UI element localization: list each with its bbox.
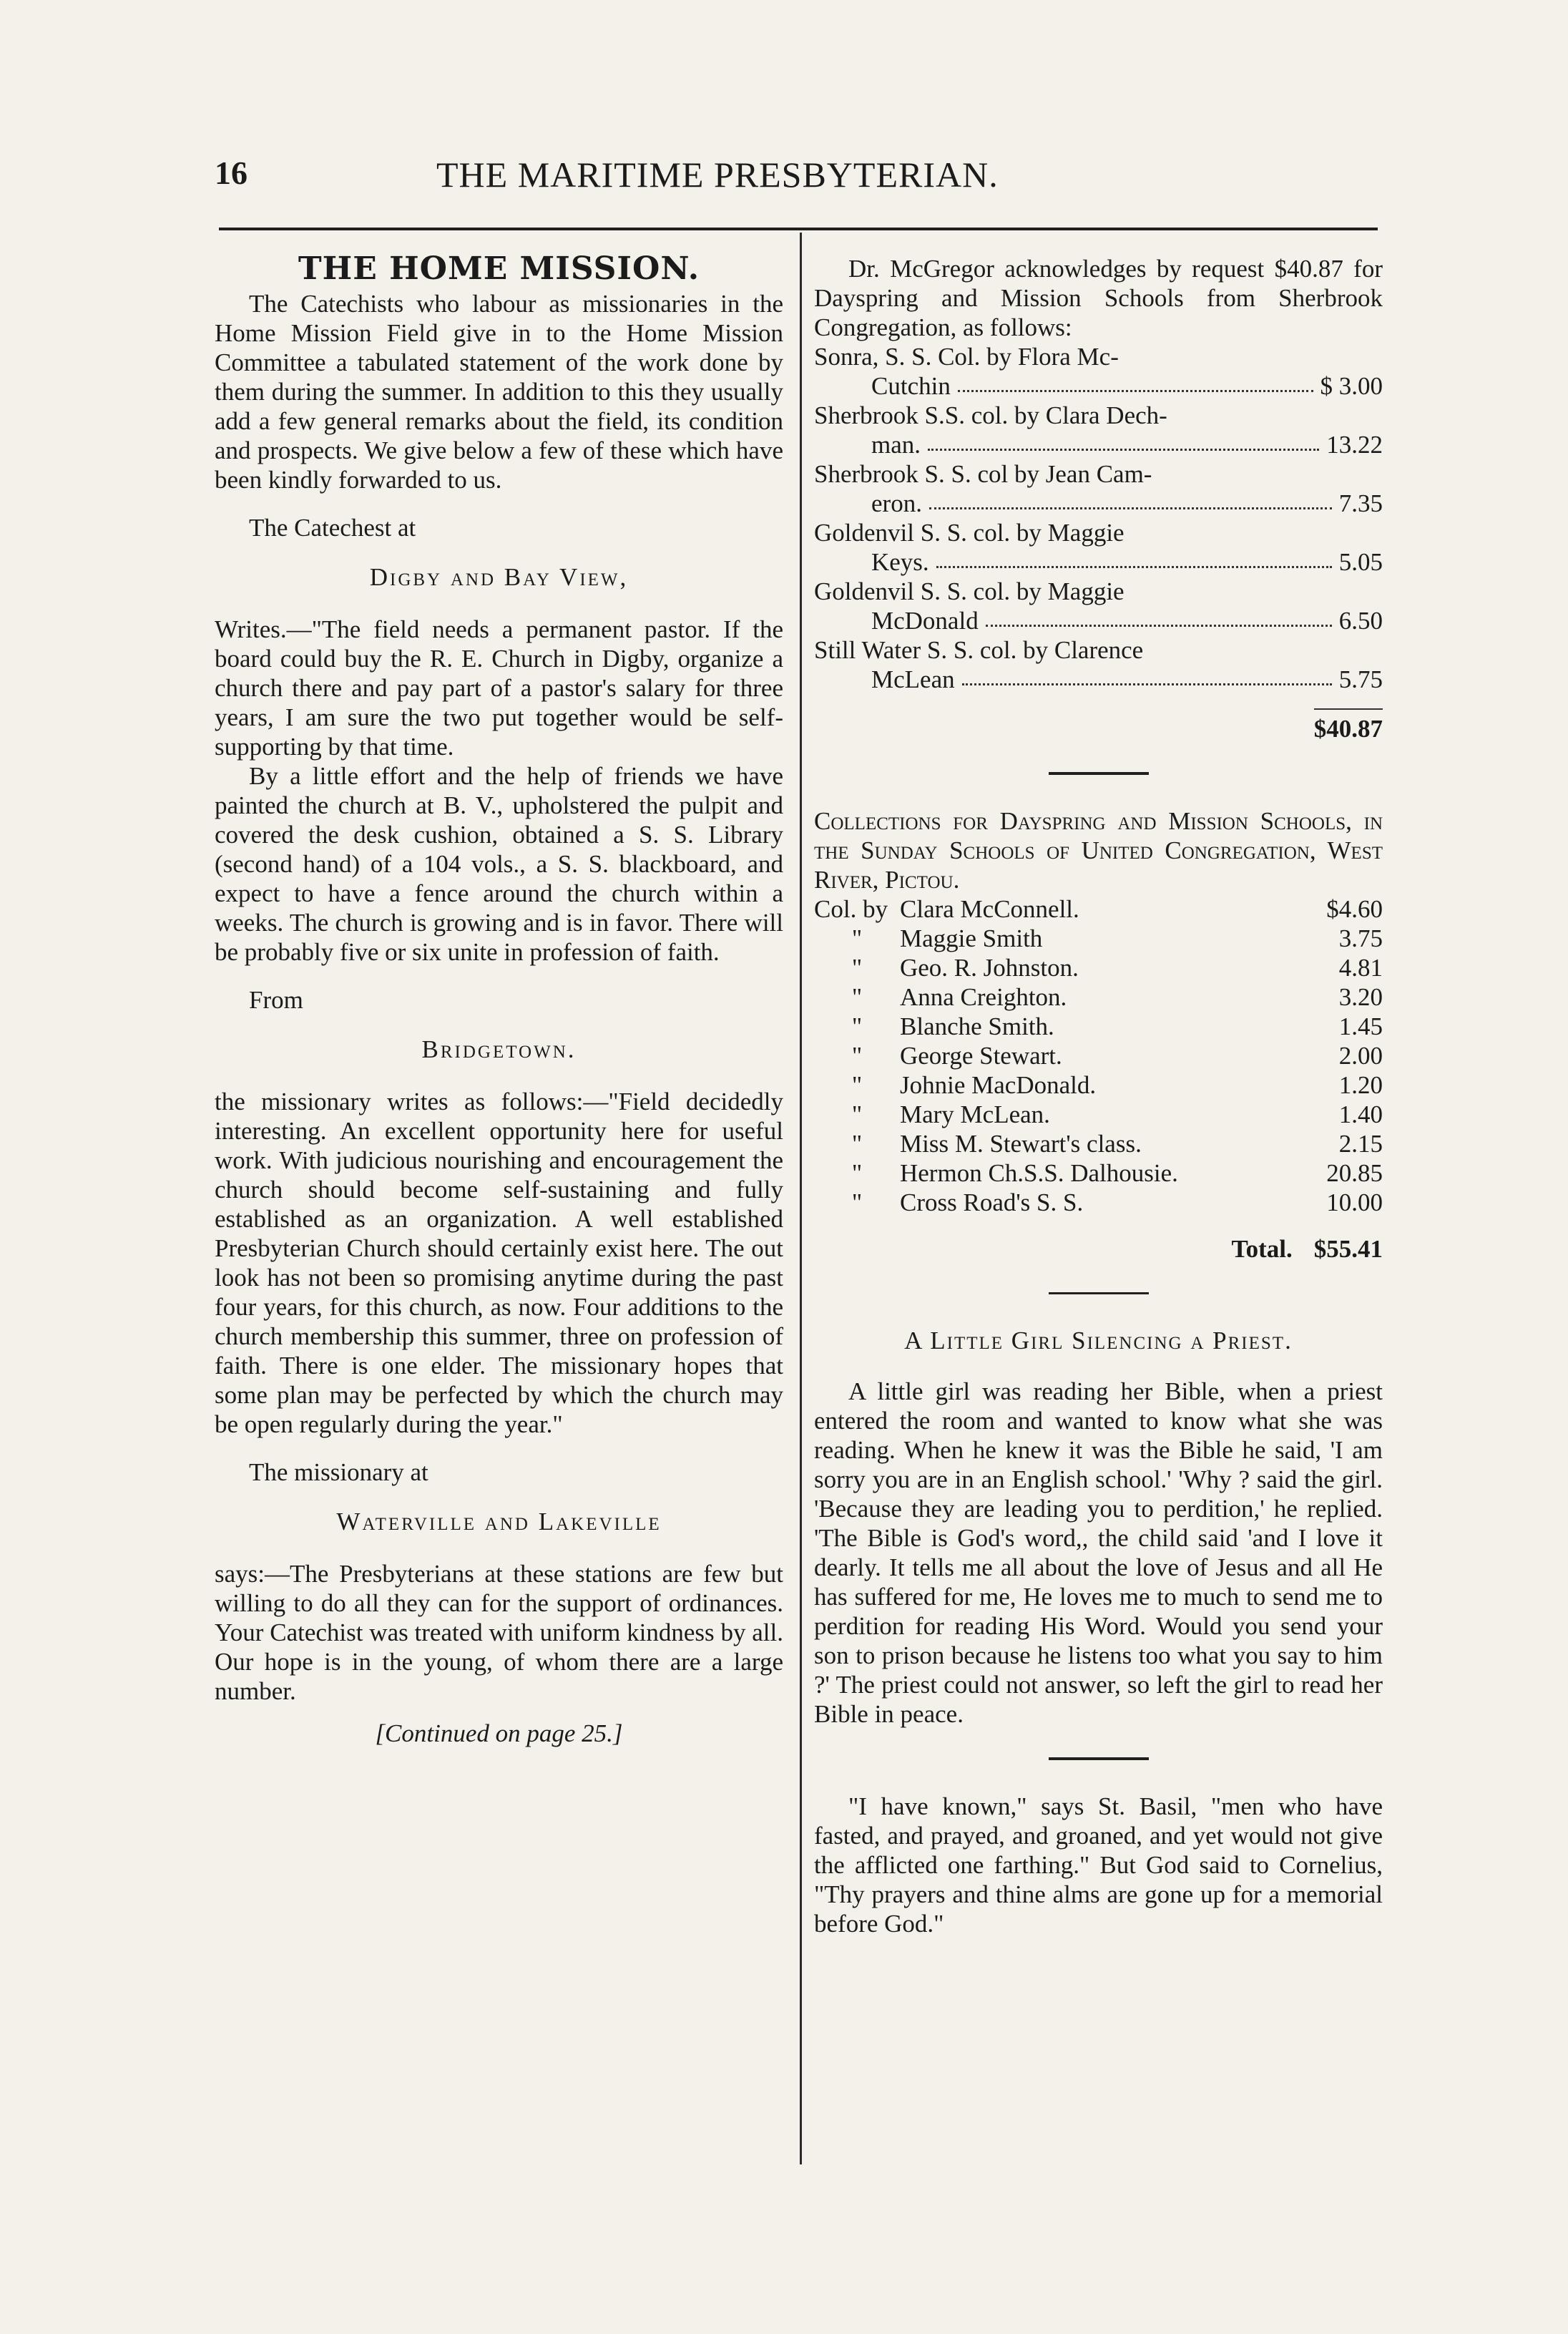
waterville-paragraph: says:—The Presbyterians at these stations are few but willing to do all they can for the support of ordinances. Your Catechist was treated with uniform kindness by all. Our hope is in the young, of whom there are a large number. bbox=[215, 1560, 783, 1705]
ack-item-line1: Sonra, S. S. Col. by Flora Mc- bbox=[814, 343, 1119, 371]
ack-item-row bbox=[814, 489, 1383, 518]
ack-item-line1: Sherbrook S.S. col. by Clara Dech- bbox=[814, 401, 1167, 429]
continued-note: [Continued on page 25.] bbox=[375, 1719, 623, 1747]
donation-amount: 3.20 bbox=[1338, 983, 1383, 1011]
donation-row bbox=[814, 1070, 1383, 1100]
donation-name: Geo. R. Johnston. bbox=[900, 954, 1079, 982]
collections-heading: Collections for Dayspring and Mission Schools, in the Sunday Schools of United Congregation, West River, Pictou. bbox=[814, 807, 1383, 894]
ack-item bbox=[814, 342, 1383, 401]
donation-prefix: " bbox=[851, 983, 863, 1011]
section-rule bbox=[1049, 1292, 1149, 1294]
acknowledgement-list bbox=[814, 342, 1383, 694]
ack-item-amount: 6.50 bbox=[1338, 607, 1383, 635]
left-column bbox=[215, 250, 783, 1748]
section-rule bbox=[1049, 1757, 1149, 1760]
ack-item-amount: $ 3.00 bbox=[1320, 372, 1383, 400]
ack-item bbox=[814, 635, 1383, 694]
ack-item-amount: 7.35 bbox=[1338, 489, 1383, 517]
ack-item-amount: 5.75 bbox=[1338, 665, 1383, 693]
dot-leader bbox=[928, 430, 1319, 451]
ack-item-line1: Goldenvil S. S. col. by Maggie bbox=[814, 577, 1124, 605]
catechist-line: The Catechest at bbox=[249, 514, 416, 542]
donation-row bbox=[814, 894, 1383, 924]
bridgetown-paragraph: the missionary writes as follows:—"Field decidedly interesting. An excellent opportunity here for useful work. With judicious nourishing and encouragement the church should become self-sustaining and fully established as an organization. A well established Presbyterian Church should certainly exist here. The out look has not been so promising anytime during the past four years, for this church, as now. Four additions to the church membership this summer, three on profession of faith. There is one elder. The missionary hopes that some plan may be perfected by which the church may be open regularly during the year." bbox=[215, 1088, 783, 1438]
ack-item-row bbox=[814, 665, 1383, 694]
donation-row bbox=[814, 924, 1383, 953]
page-header bbox=[215, 154, 1373, 204]
donation-row bbox=[814, 1129, 1383, 1158]
ack-item-row bbox=[814, 606, 1383, 635]
dot-leader bbox=[958, 371, 1313, 392]
donation-prefix: Col. by bbox=[814, 895, 888, 923]
ack-item-line2: Cutchin bbox=[871, 372, 951, 400]
donation-amount: 10.00 bbox=[1326, 1188, 1383, 1216]
donation-amount: 2.15 bbox=[1338, 1130, 1383, 1158]
donation-prefix: " bbox=[851, 1188, 863, 1216]
ack-item-line2: McLean bbox=[871, 665, 955, 693]
acknowledgement-intro: Dr. McGregor acknowledges by request $40.87 for Dayspring and Mission Schools from Sherbrook Congregation, as follows: bbox=[814, 255, 1383, 341]
collections-total bbox=[814, 1234, 1383, 1264]
ack-item-line1: Sherbrook S. S. col by Jean Cam- bbox=[814, 460, 1152, 488]
donation-row bbox=[814, 1158, 1383, 1188]
article-title: THE HOME MISSION. bbox=[298, 250, 700, 287]
digby-paragraph: Writes.—"The field needs a permanent pastor. If the board could buy the R. E. Church in Digby, organize a church there and pay part of a pastor's salary for three years, I am sure the two put together would be self-supporting by that time. bbox=[215, 615, 783, 761]
ack-item-line2: man. bbox=[871, 431, 921, 459]
ack-total: $40.87 bbox=[1314, 708, 1383, 743]
section-rule bbox=[1049, 772, 1149, 775]
donation-name: Clara McConnell. bbox=[900, 895, 1079, 923]
ack-item-amount: 5.05 bbox=[1338, 548, 1383, 576]
donation-row bbox=[814, 953, 1383, 982]
donation-amount: 3.75 bbox=[1338, 924, 1383, 952]
place-heading-bridgetown: Bridgetown. bbox=[421, 1035, 577, 1063]
digby-paragraph-2: By a little effort and the help of friends we have painted the church at B. V., upholstered the pulpit and covered the desk cushion, obtained a S. S. Library (second hand) of a 104 vols., a S. S. blackboard, and expect to have a fence around the church within a weeks. The church is growing and is in favor. There will be probably five or six unite in profession of faith. bbox=[215, 762, 783, 966]
ack-total-row bbox=[814, 704, 1383, 743]
dot-leader bbox=[929, 489, 1332, 509]
ack-item-row bbox=[814, 547, 1383, 577]
donation-name: Blanche Smith. bbox=[900, 1012, 1054, 1040]
dot-leader bbox=[986, 606, 1332, 627]
ack-item bbox=[814, 401, 1383, 459]
ack-item bbox=[814, 577, 1383, 635]
donation-prefix: " bbox=[851, 1100, 863, 1128]
ack-item-line2: eron. bbox=[871, 489, 922, 517]
ack-item-amount: 13.22 bbox=[1326, 431, 1383, 459]
missionary-line: The missionary at bbox=[249, 1458, 428, 1486]
dot-leader bbox=[962, 665, 1332, 685]
ack-item-line2: McDonald bbox=[871, 607, 979, 635]
ack-item-line1: Goldenvil S. S. col. by Maggie bbox=[814, 519, 1124, 547]
from-line: From bbox=[249, 986, 303, 1014]
donation-amount: $4.60 bbox=[1326, 895, 1383, 923]
donation-prefix: " bbox=[851, 1012, 863, 1040]
page-number: 16 bbox=[215, 155, 248, 191]
donation-row bbox=[814, 1041, 1383, 1070]
donation-amount: 4.81 bbox=[1338, 954, 1383, 982]
donation-amount: 1.20 bbox=[1338, 1071, 1383, 1099]
ack-item-row bbox=[814, 430, 1383, 459]
right-column bbox=[814, 254, 1383, 1938]
place-heading-digby: Digby and Bay View, bbox=[369, 563, 629, 591]
donation-name: Johnie MacDonald. bbox=[900, 1071, 1097, 1099]
ack-item bbox=[814, 459, 1383, 518]
donation-name: Miss M. Stewart's class. bbox=[900, 1130, 1142, 1158]
running-title: THE MARITIME PRESBYTERIAN. bbox=[436, 155, 999, 195]
column-divider bbox=[800, 233, 802, 2164]
ack-item-row bbox=[814, 371, 1383, 401]
donation-prefix: " bbox=[851, 924, 863, 952]
donation-row bbox=[814, 982, 1383, 1012]
donation-amount: 20.85 bbox=[1326, 1159, 1383, 1187]
donation-name: George Stewart. bbox=[900, 1042, 1062, 1070]
donation-name: Cross Road's S. S. bbox=[900, 1188, 1084, 1216]
ack-item-line1: Still Water S. S. col. by Clarence bbox=[814, 636, 1144, 664]
donation-prefix: " bbox=[851, 1071, 863, 1099]
story-paragraph: A little girl was reading her Bible, when a priest entered the room and wanted to know what she was reading. When he knew it was the Bible he said, 'I am sorry you are in an English school.' 'Why ? said the girl. 'Because they are leading you to perdition,' he replied. 'The Bible is God's word,, the child said 'and I love it dearly. It tells me all about the love of Jesus and all He has suffered for me, He loves me to much to send me to perdition for reading His Word. Would you send your son to prison because he listens too what you say to him ?' The priest could not answer, so left the girl to read her Bible in peace. bbox=[814, 1377, 1383, 1728]
donation-prefix: " bbox=[851, 954, 863, 982]
ack-item bbox=[814, 518, 1383, 577]
ack-item-line2: Keys. bbox=[871, 548, 929, 576]
intro-paragraph: The Catechists who labour as missionaries in the Home Mission Field give in to the Home Mission Committee a tabulated statement of the work done by them during the summer. In addition to this they usually add a few general remarks about the field, its condition and prospects. We give below a few of these which have been kindly forwarded to us. bbox=[215, 290, 783, 494]
total-label: Total. bbox=[1231, 1235, 1293, 1263]
place-heading-waterville: Waterville and Lakeville bbox=[336, 1508, 662, 1535]
donation-name: Anna Creighton. bbox=[900, 983, 1067, 1011]
donation-row bbox=[814, 1012, 1383, 1041]
basil-quote: "I have known," says St. Basil, "men who have fasted, and prayed, and groaned, and yet would not give the afflicted one farthing." But God said to Cornelius, "Thy prayers and thine alms are gone up for a memorial before God." bbox=[814, 1792, 1383, 1938]
donation-name: Hermon Ch.S.S. Dalhousie. bbox=[900, 1159, 1178, 1187]
donation-amount: 1.45 bbox=[1338, 1012, 1383, 1040]
dot-leader bbox=[936, 547, 1332, 568]
donation-amount: 1.40 bbox=[1338, 1100, 1383, 1128]
donation-name: Mary McLean. bbox=[900, 1100, 1050, 1128]
donation-prefix: " bbox=[851, 1042, 863, 1070]
donation-name: Maggie Smith bbox=[900, 924, 1043, 952]
total-value: $55.41 bbox=[1313, 1235, 1383, 1263]
donation-prefix: " bbox=[851, 1130, 863, 1158]
donation-row bbox=[814, 1188, 1383, 1217]
donation-amount: 2.00 bbox=[1338, 1042, 1383, 1070]
story-title: A Little Girl Silencing a Priest. bbox=[904, 1327, 1293, 1354]
donation-prefix: " bbox=[851, 1159, 863, 1187]
header-rule bbox=[219, 228, 1378, 230]
donation-list bbox=[814, 894, 1383, 1217]
donation-row bbox=[814, 1100, 1383, 1129]
